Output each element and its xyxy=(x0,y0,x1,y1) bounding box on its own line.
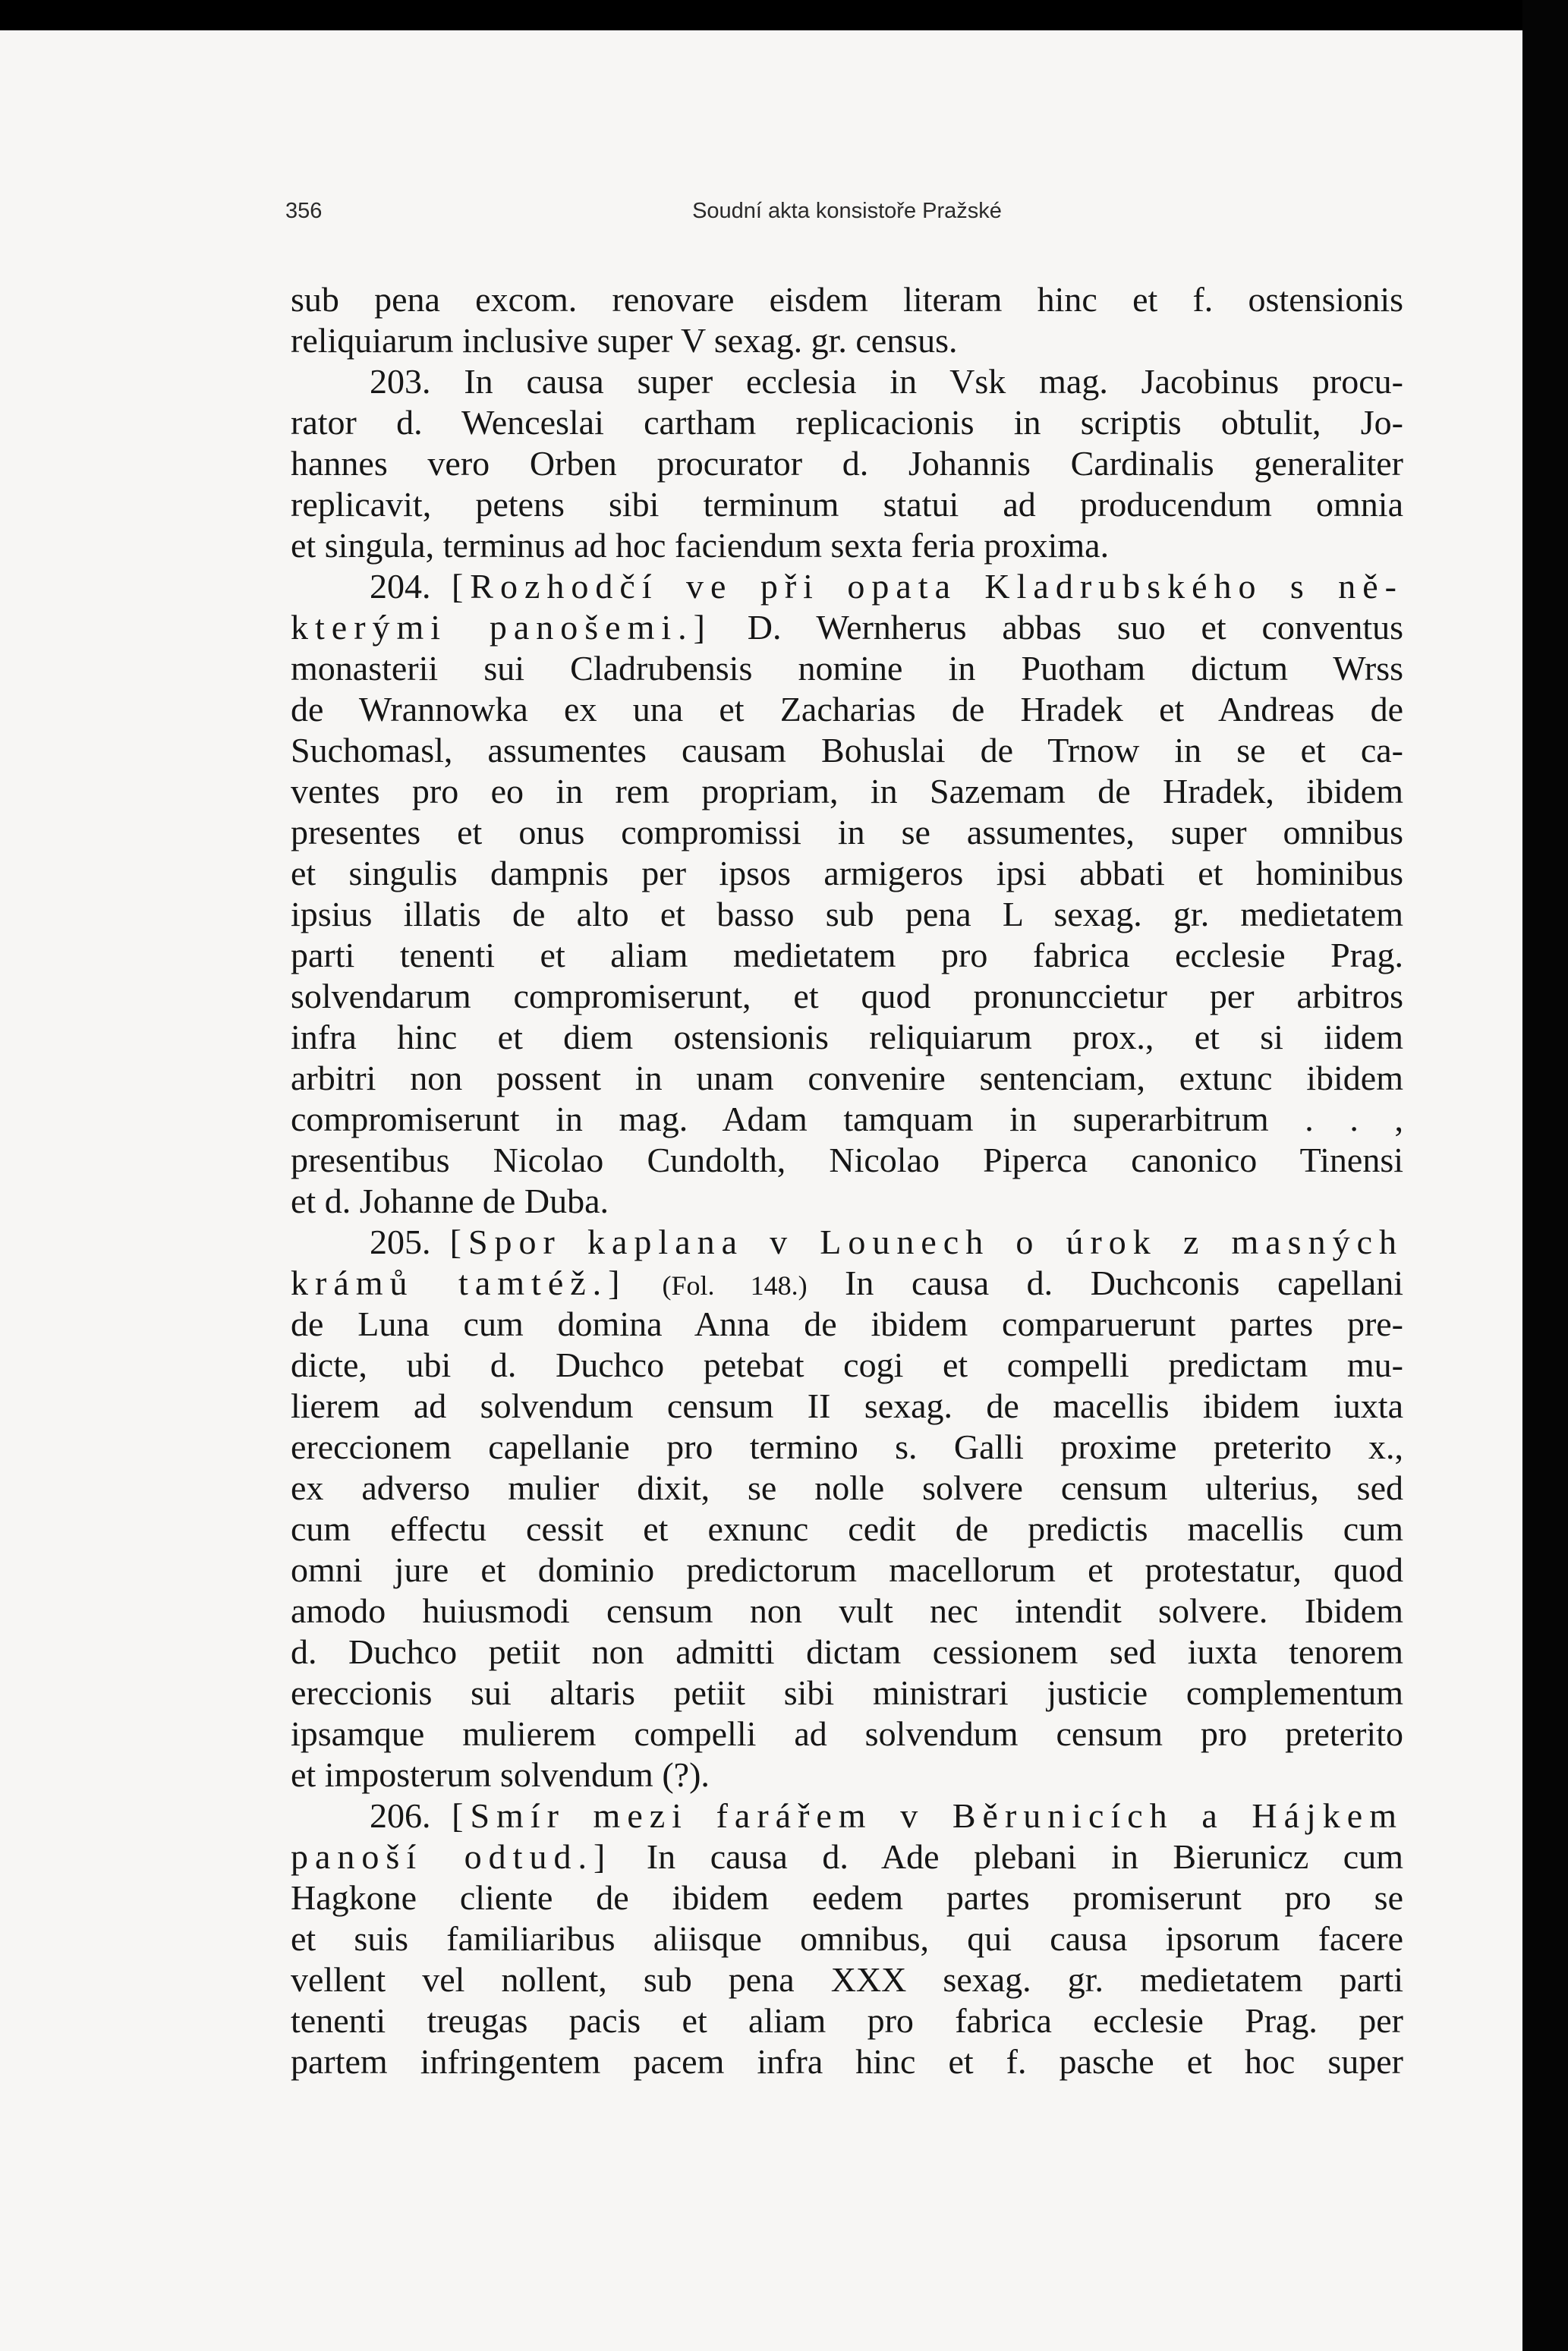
text-line: solvendarum compromiserunt, et quod pronunccietur per arbitros xyxy=(291,977,1403,1015)
text-line: et singulis dampnis per ipsos armigeros ipsi abbati et hominibus xyxy=(291,854,1403,892)
text-line: et suis familiaribus aliisque omnibus, qui causa ipsorum facere xyxy=(291,1919,1403,1958)
entry-heading: [Rozhodčí ve při opata Kladrubského s ně- xyxy=(451,567,1403,606)
text-span: D. Wernherus abbas suo et conventus xyxy=(711,608,1404,647)
text-line: lierem ad solvendum censum II sexag. de macellis ibidem iuxta xyxy=(291,1386,1403,1425)
entry-number: 205. xyxy=(370,1223,450,1261)
text-line: parti tenenti et aliam medietatem pro fabrica ecclesie Prag. xyxy=(291,936,1403,974)
text-line: omni jure et dominio predictorum macellorum et protestatur, quod xyxy=(291,1550,1403,1589)
text-line: presentes et onus compromissi in se assumentes, super omnibus xyxy=(291,813,1403,851)
text-line: et imposterum solvendum (?). xyxy=(291,1755,710,1794)
text-line: ereccionem capellanie pro termino s. Galli proxime preterito x., xyxy=(291,1427,1403,1466)
text-line: ventes pro eo in rem propriam, in Sazemam de Hradek, ibidem xyxy=(291,772,1403,810)
entry-heading: [Spor kaplana v Lounech o úrok z masných xyxy=(449,1223,1404,1261)
body-text xyxy=(291,279,1403,2082)
text-line: infra hinc et diem ostensionis reliquiarum prox., et si iidem xyxy=(291,1018,1403,1056)
text-line: vellent vel nollent, sub pena XXX sexag. gr. medietatem parti xyxy=(291,1960,1403,1999)
text-span: In causa d. Duchconis capellani xyxy=(807,1264,1403,1302)
entry-number: 204. xyxy=(370,567,452,606)
text-line: d. Duchco petiit non admitti dictam cessionem sed iuxta tenorem xyxy=(291,1632,1403,1671)
text-line xyxy=(291,1263,1403,1304)
running-header xyxy=(285,199,1409,229)
text-line: partem infringentem pacem infra hinc et f. pasche et hoc super xyxy=(291,2042,1403,2081)
text-line: Suchomasl, assumentes causam Bohuslai de Trnow in se et ca- xyxy=(291,731,1403,770)
entry-number: 206. xyxy=(370,1796,452,1835)
entry-heading: panoší odtud.] xyxy=(291,1837,612,1876)
text-line: tenenti treugas pacis et aliam pro fabrica ecclesie Prag. per xyxy=(291,2001,1403,2040)
text-span: In causa d. Ade plebani in Bierunicz cum xyxy=(612,1837,1403,1876)
entry-206-start xyxy=(291,1796,1403,1836)
running-title: Soudní akta konsistoře Pražské xyxy=(692,199,1002,223)
entry-205-start xyxy=(291,1222,1403,1263)
text-line: de Wrannowka ex una et Zacharias de Hradek et Andreas de xyxy=(291,690,1403,729)
text-line: hannes vero Orben procurator d. Johannis Cardinalis generaliter xyxy=(291,444,1403,483)
text-line xyxy=(291,607,1403,648)
text-line: compromiserunt in mag. Adam tamquam in superarbitrum . . , xyxy=(291,1100,1403,1138)
text-line: ereccionis sui altaris petiit sibi ministrari justicie complementum xyxy=(291,1673,1403,1712)
entry-204-start xyxy=(291,566,1403,607)
page-number: 356 xyxy=(285,199,323,223)
text-line: presentibus Nicolao Cundolth, Nicolao Piperca canonico Tinensi xyxy=(291,1141,1403,1179)
folio-reference: (Fol. 148.) xyxy=(626,1270,808,1301)
scan-border xyxy=(1522,0,1568,2351)
text-line: replicavit, petens sibi terminum statui ad producendum omnia xyxy=(291,485,1403,524)
text-line xyxy=(291,1836,1403,1877)
entry-heading: krámů tamtéž.] xyxy=(291,1264,627,1302)
text-line: de Luna cum domina Anna de ibidem comparuerunt partes pre- xyxy=(291,1305,1403,1343)
text-line: rator d. Wenceslai cartham replicacionis in scriptis obtulit, Jo- xyxy=(291,403,1403,442)
text-line: reliquiarum inclusive super V sexag. gr. census. xyxy=(291,321,958,360)
text-line: amodo huiusmodi censum non vult nec intendit solvere. Ibidem xyxy=(291,1591,1403,1630)
entry-heading: [Smír mezi farářem v Běrunicích a Hájkem xyxy=(452,1796,1403,1835)
text-line: cum effectu cessit et exnunc cedit de predictis macellis cum xyxy=(291,1509,1403,1548)
text-line: et singula, terminus ad hoc faciendum sexta feria proxima. xyxy=(291,526,1110,565)
text-line: dicte, ubi d. Duchco petebat cogi et compelli predictam mu- xyxy=(291,1345,1403,1384)
text-line: ipsius illatis de alto et basso sub pena L sexag. gr. medietatem xyxy=(291,895,1403,933)
text-line: arbitri non possent in unam convenire sentenciam, extunc ibidem xyxy=(291,1059,1403,1097)
text-line: sub pena excom. renovare eisdem literam hinc et f. ostensionis xyxy=(291,280,1403,319)
text-line: Hagkone cliente de ibidem eedem partes promiserunt pro se xyxy=(291,1878,1403,1917)
text-line: et d. Johanne de Duba. xyxy=(291,1182,609,1220)
entry-203-start: 203. In causa super ecclesia in Vsk mag. Jacobinus procu- xyxy=(370,362,1403,401)
text-line: monasterii sui Cladrubensis nomine in Puotham dictum Wrss xyxy=(291,649,1403,688)
text-line: ex adverso mulier dixit, se nolle solvere censum ulterius, sed xyxy=(291,1468,1403,1507)
text-line: ipsamque mulierem compelli ad solvendum censum pro preterito xyxy=(291,1714,1403,1753)
entry-heading: kterými panošemi.] xyxy=(291,608,712,647)
